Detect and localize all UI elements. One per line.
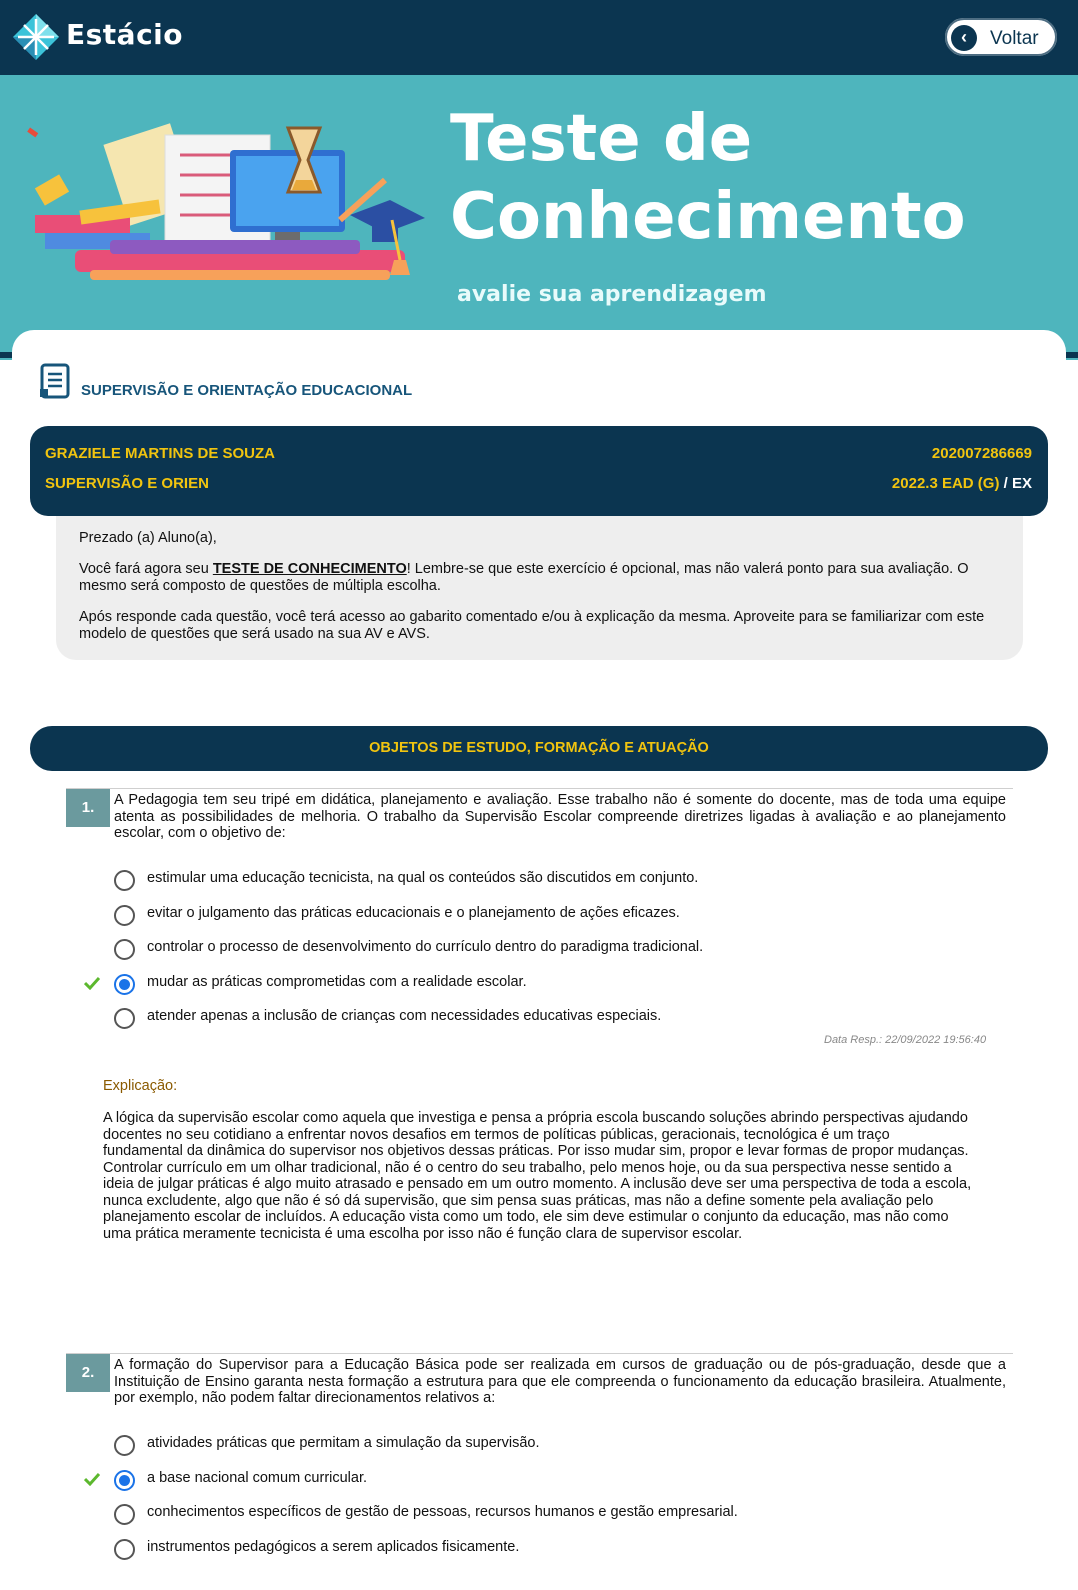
- question-text: A formação do Supervisor para a Educação Básica pode ser realizada em cursos de graduação ou de pós-graduação, desde que a Instituição de Ensino garanta nesta formação a estrutura para que ele compreenda o funcionamento da educação brasileira. Atualmente, por exemplo, não podem faltar direcionamentos relativos a:: [114, 1357, 1006, 1406]
- brand-name: Estácio: [66, 18, 184, 51]
- chevron-left-icon: ‹: [951, 25, 977, 51]
- radio-button[interactable]: [114, 1008, 135, 1029]
- answer-option-text: atividades práticas que permitam a simulação da supervisão.: [147, 1435, 540, 1451]
- intro-p1-emphasis: TESTE DE CONHECIMENTO: [212, 561, 407, 577]
- course-short-name: SUPERVISÃO E ORIEN: [45, 475, 209, 492]
- banner-title-line-1: Teste de: [450, 102, 753, 176]
- top-bar: [0, 0, 1078, 75]
- student-info-box: [30, 426, 1048, 516]
- answer-option-text: conhecimentos específicos de gestão de pessoas, recursos humanos e gestão empresarial.: [147, 1504, 738, 1520]
- intro-p1-before: Você fará agora seu: [79, 561, 213, 577]
- course-title: SUPERVISÃO E ORIENTAÇÃO EDUCACIONAL: [81, 382, 413, 399]
- intro-paragraph-1: [79, 561, 1000, 595]
- radio-button[interactable]: [114, 1504, 135, 1525]
- estacio-logo-icon: [12, 13, 60, 61]
- radio-button[interactable]: [114, 870, 135, 891]
- term-label: 2022.3 EAD (G): [891, 475, 1000, 492]
- study-illustration-icon: [20, 120, 430, 300]
- answer-option-text: controlar o processo de desenvolvimento do currículo dentro do paradigma tradicional.: [147, 939, 704, 955]
- term-info: [892, 475, 1032, 492]
- question-divider: [66, 788, 1013, 789]
- term-separator: /: [1003, 475, 1008, 492]
- intro-paragraph-2: Após responde cada questão, você terá acesso ao gabarito comentado e/ou à explicação da mesma. Aproveite para se familiarizar com este modelo de questões que será usado na sua AV e AVS.: [79, 609, 985, 642]
- question-number: 2.: [66, 1354, 110, 1392]
- radio-button[interactable]: [114, 1435, 135, 1456]
- radio-button-selected[interactable]: [114, 974, 135, 995]
- question-divider: [66, 1353, 1013, 1354]
- intro-box: [56, 516, 1023, 660]
- explanation-label: Explicação:: [103, 1078, 178, 1094]
- correct-check-icon: [84, 976, 100, 990]
- back-button-label: Voltar: [990, 28, 1039, 49]
- exam-type: EX: [1011, 475, 1032, 492]
- student-id: 202007286669: [931, 445, 1032, 462]
- intro-p1-after: ! Lembre-se que este exercício é opcional, mas não valerá ponto para sua avaliação. O mesmo será composto de questões de múltipla escolha.: [79, 561, 969, 594]
- section-header: OBJETOS DE ESTUDO, FORMAÇÃO E ATUAÇÃO: [30, 726, 1048, 771]
- correct-check-icon: [84, 1472, 100, 1486]
- answer-option-text: estimular uma educação tecnicista, na qual os conteúdos são discutidos em conjunto.: [147, 870, 699, 886]
- banner-subtitle: avalie sua aprendizagem: [457, 282, 767, 307]
- student-name: GRAZIELE MARTINS DE SOUZA: [45, 445, 276, 462]
- radio-button[interactable]: [114, 905, 135, 926]
- banner-title-line-2: Conhecimento: [450, 180, 966, 254]
- response-date: Data Resp.: 22/09/2022 19:56:40: [824, 1034, 987, 1046]
- answer-option-text: atender apenas a inclusão de crianças com necessidades educativas especiais.: [147, 1008, 662, 1024]
- intro-greeting: Prezado (a) Aluno(a),: [79, 530, 217, 546]
- document-icon: [40, 363, 72, 401]
- question-number: 1.: [66, 789, 110, 827]
- banner-title: [450, 100, 1070, 256]
- radio-button[interactable]: [114, 1539, 135, 1560]
- answer-option-text: instrumentos pedagógicos a serem aplicados fisicamente.: [147, 1539, 520, 1555]
- answer-option-text: mudar as práticas comprometidas com a realidade escolar.: [147, 974, 527, 990]
- answer-option-text: evitar o julgamento das práticas educacionais e o planejamento de ações eficazes.: [147, 905, 680, 921]
- question-text: A Pedagogia tem seu tripé em didática, planejamento e avaliação. Esse trabalho não é somente do docente, mas de toda uma equipe atenta as possibilidades de melhoria. O trabalho da Supervisão Escolar compreende diretrizes ligadas à avaliação e ao planejamento escolar, com o objetivo de:: [114, 792, 1006, 841]
- answer-option-text: a base nacional comum curricular.: [147, 1470, 368, 1486]
- explanation-text: A lógica da supervisão escolar como aquela que investiga e pensa a própria escola buscando soluções abrindo perspectivas ajudando docentes no seu cotidiano a enfrentar novos desafios em termos de políticas públicas, geracionais, tecnológica é um traço fundamental da dinâmica do supervisor nos objetivos dessas práticas. Por isso mudar sim, propor e levar formas de propor mudanças. Controlar currículo em um olhar tradicional, não é o centro do seu trabalho, pelo menos hoje, ou da sua perspectiva nesse sentido a ideia de julgar práticas é algo muito atrasado e pensado em um outro momento. A inclusão deve ser uma perspectiva de toda a escola, nunca excludente, algo que não é só dá supervisão, que sim pensa suas práticas, mas não a define somente pela avaliação pelo planejamento escolar de incluídos. A educação vista como um todo, ele sim deve estimular o conjunto da educação, mas não como uma prática meramente tecnicista é uma escolha por isso não é função clara de supervisor escolar.: [103, 1110, 972, 1242]
- radio-button-selected[interactable]: [114, 1470, 135, 1491]
- back-button[interactable]: [943, 16, 1059, 58]
- radio-button[interactable]: [114, 939, 135, 960]
